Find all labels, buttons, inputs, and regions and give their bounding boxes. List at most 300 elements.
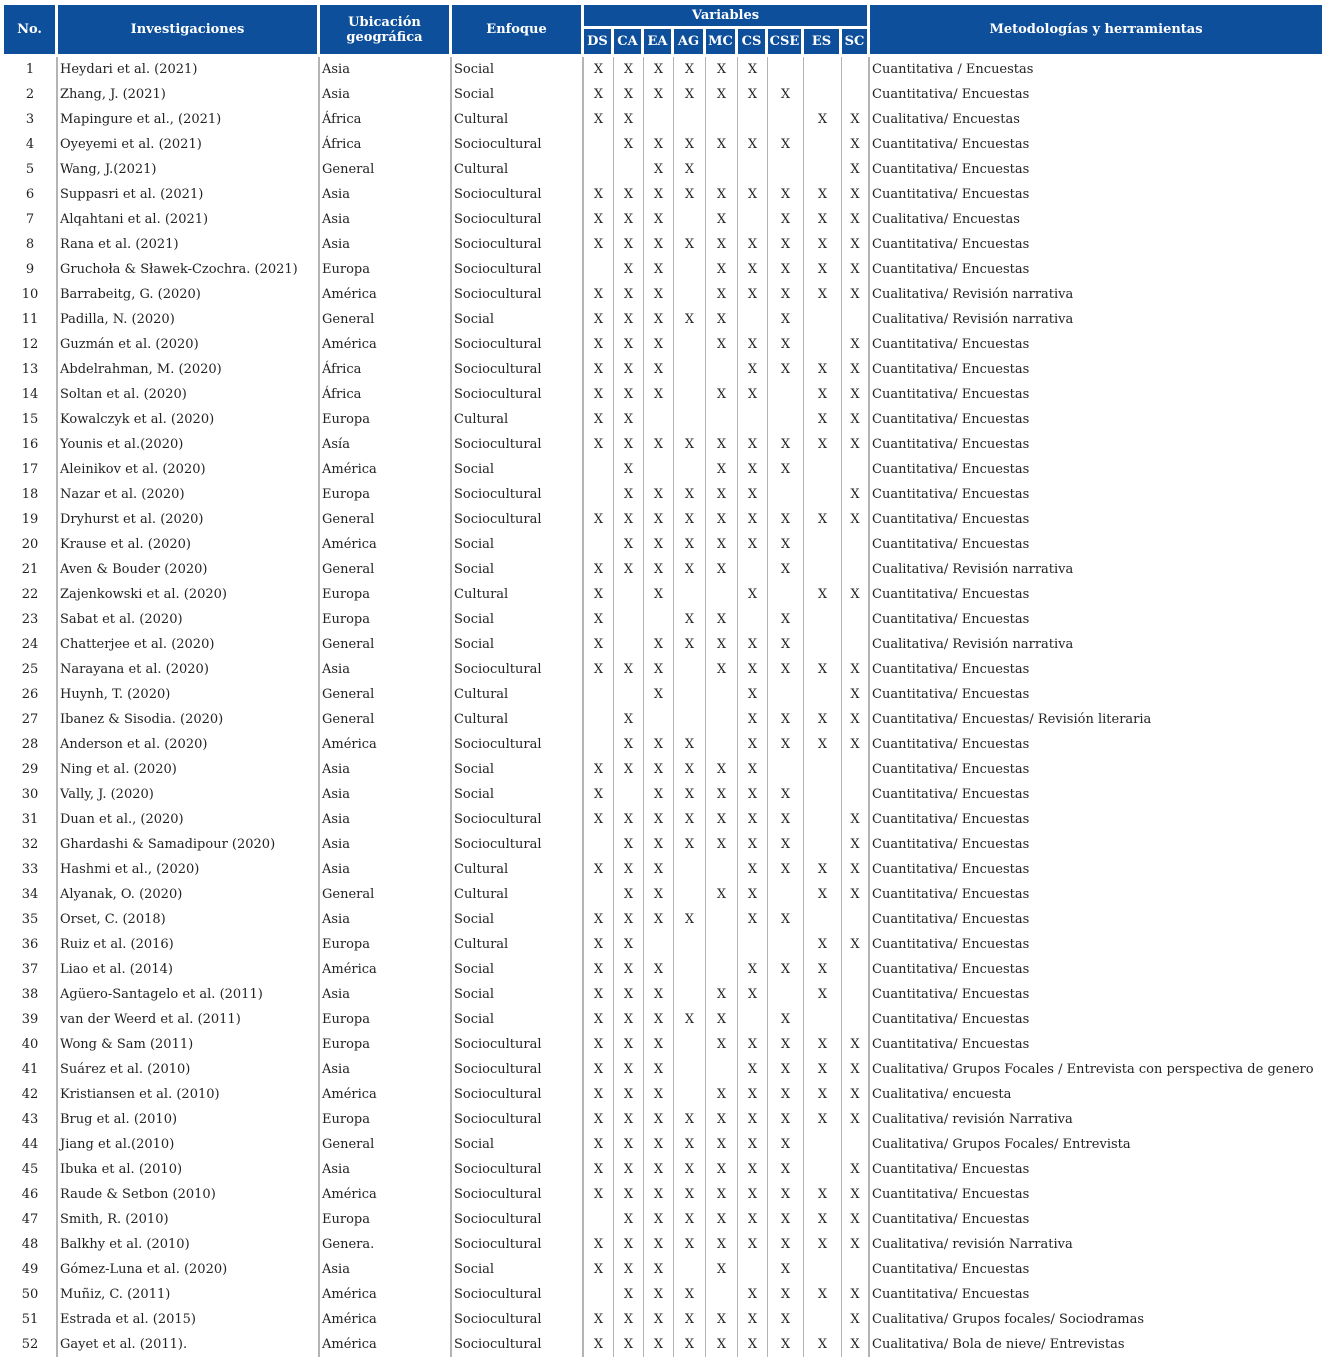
table-row — [4, 482, 1322, 507]
approach: Sociocultural — [452, 357, 584, 382]
table-row — [4, 207, 1322, 232]
methodology: Cuantitativa/ Encuestas — [872, 1262, 1030, 1277]
methodology: Cuantitativa/ Encuestas — [872, 862, 1030, 877]
approach: Sociocultural — [452, 432, 584, 457]
variable-cs-mark: X — [738, 432, 768, 457]
variable-mc-mark: X — [706, 207, 738, 232]
variable-es-mark: X — [804, 1082, 842, 1107]
study-citation: Dryhurst et al. (2020) — [58, 507, 320, 532]
table-row — [4, 82, 1322, 107]
table-row — [4, 932, 1322, 957]
variable-ds-mark — [584, 482, 614, 507]
variable-ca-mark: X — [614, 182, 644, 207]
approach: Social — [452, 457, 584, 482]
variable-ds-mark: X — [584, 757, 614, 782]
variable-ag-mark — [674, 707, 706, 732]
variable-cs-mark: X — [738, 957, 768, 982]
study-citation: Nazar et al. (2020) — [58, 482, 320, 507]
variable-ds-mark: X — [584, 1182, 614, 1207]
approach: Social — [452, 307, 584, 332]
table-row — [4, 232, 1322, 257]
geographic-location: Europa — [320, 1107, 452, 1132]
variable-mc-mark: X — [706, 1107, 738, 1132]
variable-cse-mark — [768, 107, 804, 132]
variable-cs-mark — [738, 932, 768, 957]
header-var-ds: DS — [584, 29, 614, 57]
table-row — [4, 257, 1322, 282]
variable-ag-mark: X — [674, 1332, 706, 1357]
variable-ca-mark: X — [614, 282, 644, 307]
study-citation: Heydari et al. (2021) — [58, 57, 320, 82]
table-row — [4, 632, 1322, 657]
methodology: Cuantitativa/ Encuestas — [872, 887, 1030, 902]
variable-cse-mark: X — [768, 607, 804, 632]
methodology: Cuantitativa/ Encuestas — [872, 837, 1030, 852]
variable-ds-mark: X — [584, 1332, 614, 1357]
variable-es-mark: X — [804, 207, 842, 232]
table-row — [4, 732, 1322, 757]
approach: Sociocultural — [452, 1082, 584, 1107]
variable-mc-mark: X — [706, 557, 738, 582]
table-row — [4, 157, 1322, 182]
header-var-cs: CS — [738, 29, 768, 57]
variable-sc-mark: X — [842, 857, 870, 882]
header-var-cse: CSE — [768, 29, 804, 57]
study-citation: Brug et al. (2010) — [58, 1107, 320, 1132]
variable-ea-mark: X — [644, 882, 674, 907]
approach: Cultural — [452, 157, 584, 182]
variable-ag-mark: X — [674, 182, 706, 207]
row-number: 36 — [4, 932, 58, 957]
variable-sc-mark: X — [842, 582, 870, 607]
variable-sc-mark: X — [842, 807, 870, 832]
study-citation: Alqahtani et al. (2021) — [58, 207, 320, 232]
variable-ea-mark — [644, 707, 674, 732]
variable-ea-mark: X — [644, 157, 674, 182]
variable-ca-mark: X — [614, 382, 644, 407]
approach: Cultural — [452, 407, 584, 432]
variable-ag-mark — [674, 332, 706, 357]
variable-cs-mark — [738, 1257, 768, 1282]
variable-ds-mark: X — [584, 232, 614, 257]
variable-es-mark: X — [804, 357, 842, 382]
row-number: 8 — [4, 232, 58, 257]
variable-mc-mark: X — [706, 1207, 738, 1232]
variable-mc-mark — [706, 357, 738, 382]
table-row — [4, 1157, 1322, 1182]
variable-sc-mark: X — [842, 382, 870, 407]
variable-ag-mark — [674, 357, 706, 382]
row-number: 1 — [4, 57, 58, 82]
methodology: Cuantitativa/ Encuestas — [872, 87, 1030, 102]
variable-cs-mark: X — [738, 332, 768, 357]
variable-ca-mark: X — [614, 307, 644, 332]
variable-cse-mark — [768, 682, 804, 707]
variable-cs-mark: X — [738, 457, 768, 482]
variable-ag-mark — [674, 957, 706, 982]
variable-ca-mark: X — [614, 357, 644, 382]
variable-sc-mark — [842, 907, 870, 932]
variable-ea-mark: X — [644, 657, 674, 682]
variable-ds-mark: X — [584, 82, 614, 107]
approach: Social — [452, 757, 584, 782]
variable-ea-mark: X — [644, 782, 674, 807]
variable-cs-mark — [738, 107, 768, 132]
variable-cs-mark — [738, 407, 768, 432]
variable-ea-mark: X — [644, 1307, 674, 1332]
variable-cs-mark: X — [738, 282, 768, 307]
variable-es-mark — [804, 1307, 842, 1332]
variable-ds-mark: X — [584, 807, 614, 832]
variable-cs-mark — [738, 157, 768, 182]
row-number: 29 — [4, 757, 58, 782]
row-number: 6 — [4, 182, 58, 207]
approach: Social — [452, 782, 584, 807]
study-citation: Alyanak, O. (2020) — [58, 882, 320, 907]
approach: Sociocultural — [452, 832, 584, 857]
variable-es-mark: X — [804, 407, 842, 432]
table-row — [4, 807, 1322, 832]
variable-ag-mark — [674, 1032, 706, 1057]
variable-ag-mark — [674, 107, 706, 132]
variable-cs-mark — [738, 207, 768, 232]
variable-ds-mark: X — [584, 907, 614, 932]
variable-cs-mark: X — [738, 132, 768, 157]
study-citation: Oyeyemi et al. (2021) — [58, 132, 320, 157]
methodology: Cuantitativa/ Encuestas — [872, 262, 1030, 277]
variable-ds-mark: X — [584, 182, 614, 207]
approach: Cultural — [452, 582, 584, 607]
variable-sc-mark: X — [842, 257, 870, 282]
variable-es-mark: X — [804, 1032, 842, 1057]
variable-es-mark — [804, 807, 842, 832]
variable-mc-mark — [706, 1282, 738, 1307]
variable-cs-mark: X — [738, 582, 768, 607]
row-number: 48 — [4, 1232, 58, 1257]
variable-ag-mark: X — [674, 832, 706, 857]
variable-ag-mark — [674, 582, 706, 607]
geographic-location: África — [320, 107, 452, 132]
variable-ds-mark: X — [584, 1082, 614, 1107]
variable-ag-mark: X — [674, 1157, 706, 1182]
variable-ea-mark — [644, 932, 674, 957]
geographic-location: General — [320, 682, 452, 707]
table-row — [4, 1257, 1322, 1282]
methodology: Cuantitativa/ Encuestas — [872, 487, 1030, 502]
study-citation: Chatterjee et al. (2020) — [58, 632, 320, 657]
variable-es-mark — [804, 757, 842, 782]
variable-ds-mark: X — [584, 932, 614, 957]
variable-sc-mark: X — [842, 932, 870, 957]
variable-cse-mark: X — [768, 432, 804, 457]
methodology: Cualitativa/ Encuestas — [872, 112, 1020, 127]
approach: Social — [452, 982, 584, 1007]
methodology: Cualitativa/ Grupos Focales/ Entrevista — [872, 1137, 1131, 1152]
row-number: 14 — [4, 382, 58, 407]
variable-ea-mark: X — [644, 282, 674, 307]
variable-ag-mark: X — [674, 57, 706, 82]
methodology: Cuantitativa/ Encuestas — [872, 137, 1030, 152]
variable-ca-mark: X — [614, 232, 644, 257]
variable-ca-mark: X — [614, 807, 644, 832]
variable-sc-mark — [842, 307, 870, 332]
variable-ds-mark: X — [584, 1032, 614, 1057]
geographic-location: Genera. — [320, 1232, 452, 1257]
variable-ca-mark: X — [614, 732, 644, 757]
variable-es-mark: X — [804, 857, 842, 882]
variable-sc-mark: X — [842, 1332, 870, 1357]
variable-mc-mark: X — [706, 457, 738, 482]
variable-ca-mark: X — [614, 1057, 644, 1082]
variable-cse-mark — [768, 382, 804, 407]
variable-ag-mark: X — [674, 1232, 706, 1257]
variable-ea-mark: X — [644, 1282, 674, 1307]
study-citation: Agüero-Santagelo et al. (2011) — [58, 982, 320, 1007]
methodology: Cuantitativa/ Encuestas — [872, 537, 1030, 552]
variable-cse-mark: X — [768, 282, 804, 307]
variable-ca-mark: X — [614, 882, 644, 907]
variable-cse-mark: X — [768, 1132, 804, 1157]
variable-es-mark — [804, 132, 842, 157]
row-number: 49 — [4, 1257, 58, 1282]
approach: Sociocultural — [452, 1332, 584, 1357]
row-number: 46 — [4, 1182, 58, 1207]
variable-cse-mark: X — [768, 1057, 804, 1082]
variable-ds-mark: X — [584, 957, 614, 982]
variable-ag-mark — [674, 407, 706, 432]
variable-ca-mark: X — [614, 982, 644, 1007]
variable-sc-mark: X — [842, 1032, 870, 1057]
variable-ca-mark: X — [614, 507, 644, 532]
table-row — [4, 1182, 1322, 1207]
approach: Cultural — [452, 682, 584, 707]
row-number: 40 — [4, 1032, 58, 1057]
table-row — [4, 57, 1322, 82]
geographic-location: Europa — [320, 482, 452, 507]
row-number: 9 — [4, 257, 58, 282]
geographic-location: Asia — [320, 1157, 452, 1182]
variable-ca-mark: X — [614, 1032, 644, 1057]
variable-cse-mark: X — [768, 1282, 804, 1307]
variable-ag-mark — [674, 932, 706, 957]
variable-cs-mark: X — [738, 1082, 768, 1107]
variable-sc-mark: X — [842, 432, 870, 457]
study-citation: Orset, C. (2018) — [58, 907, 320, 932]
variable-ca-mark: X — [614, 557, 644, 582]
geographic-location: Europa — [320, 582, 452, 607]
approach: Social — [452, 632, 584, 657]
geographic-location: Asia — [320, 857, 452, 882]
variable-cse-mark: X — [768, 1082, 804, 1107]
study-citation: van der Weerd et al. (2011) — [58, 1007, 320, 1032]
row-number: 35 — [4, 907, 58, 932]
row-number: 25 — [4, 657, 58, 682]
variable-mc-mark: X — [706, 807, 738, 832]
variable-ds-mark: X — [584, 607, 614, 632]
geographic-location: Asía — [320, 432, 452, 457]
variable-cse-mark: X — [768, 457, 804, 482]
variable-cs-mark: X — [738, 632, 768, 657]
variable-es-mark — [804, 832, 842, 857]
variable-mc-mark: X — [706, 1032, 738, 1057]
variable-ea-mark: X — [644, 132, 674, 157]
variable-ca-mark: X — [614, 57, 644, 82]
header-investigaciones: Investigaciones — [58, 5, 320, 57]
approach: Cultural — [452, 882, 584, 907]
variable-ag-mark: X — [674, 757, 706, 782]
row-number: 31 — [4, 807, 58, 832]
variable-ea-mark — [644, 107, 674, 132]
variable-cse-mark: X — [768, 257, 804, 282]
variable-ag-mark: X — [674, 1132, 706, 1157]
variable-ea-mark: X — [644, 757, 674, 782]
variable-ea-mark: X — [644, 732, 674, 757]
variable-ag-mark: X — [674, 1107, 706, 1132]
geographic-location: África — [320, 132, 452, 157]
variable-ds-mark: X — [584, 1107, 614, 1132]
variable-mc-mark: X — [706, 607, 738, 632]
variable-cs-mark: X — [738, 1232, 768, 1257]
approach: Sociocultural — [452, 382, 584, 407]
variable-ea-mark: X — [644, 82, 674, 107]
table-row — [4, 282, 1322, 307]
variable-mc-mark: X — [706, 432, 738, 457]
variable-ds-mark — [584, 707, 614, 732]
variable-ea-mark: X — [644, 632, 674, 657]
variable-ea-mark: X — [644, 907, 674, 932]
variable-ea-mark — [644, 407, 674, 432]
variable-sc-mark — [842, 1132, 870, 1157]
row-number: 12 — [4, 332, 58, 357]
geographic-location: Asia — [320, 907, 452, 932]
variable-ag-mark: X — [674, 432, 706, 457]
row-number: 5 — [4, 157, 58, 182]
table-row — [4, 332, 1322, 357]
variable-ds-mark — [584, 882, 614, 907]
approach: Social — [452, 907, 584, 932]
variable-ag-mark: X — [674, 232, 706, 257]
header-no: No. — [4, 5, 58, 57]
variable-sc-mark — [842, 457, 870, 482]
geographic-location: General — [320, 632, 452, 657]
variable-cs-mark: X — [738, 732, 768, 757]
variable-ea-mark: X — [644, 1082, 674, 1107]
variable-ea-mark: X — [644, 832, 674, 857]
table-row — [4, 1282, 1322, 1307]
variable-ca-mark: X — [614, 1157, 644, 1182]
row-number: 45 — [4, 1157, 58, 1182]
variable-es-mark: X — [804, 1332, 842, 1357]
approach: Social — [452, 557, 584, 582]
approach: Sociocultural — [452, 807, 584, 832]
table-row — [4, 832, 1322, 857]
variable-ea-mark: X — [644, 1107, 674, 1132]
row-number: 42 — [4, 1082, 58, 1107]
table-row — [4, 557, 1322, 582]
row-number: 37 — [4, 957, 58, 982]
variable-sc-mark: X — [842, 332, 870, 357]
table-row — [4, 1082, 1322, 1107]
study-citation: Balkhy et al. (2010) — [58, 1232, 320, 1257]
geographic-location: Europa — [320, 1032, 452, 1057]
variable-sc-mark: X — [842, 232, 870, 257]
variable-ds-mark: X — [584, 107, 614, 132]
methodology: Cualitativa/ revisión Narrativa — [872, 1237, 1073, 1252]
study-citation: Rana et al. (2021) — [58, 232, 320, 257]
variable-ag-mark: X — [674, 157, 706, 182]
approach: Sociocultural — [452, 507, 584, 532]
variable-cse-mark: X — [768, 532, 804, 557]
variable-mc-mark: X — [706, 482, 738, 507]
table-row — [4, 582, 1322, 607]
approach: Social — [452, 607, 584, 632]
variable-cse-mark: X — [768, 357, 804, 382]
variable-ag-mark: X — [674, 307, 706, 332]
variable-ag-mark: X — [674, 532, 706, 557]
approach: Sociocultural — [452, 482, 584, 507]
variable-ca-mark: X — [614, 1332, 644, 1357]
variable-cse-mark — [768, 582, 804, 607]
variable-es-mark — [804, 482, 842, 507]
variable-ds-mark — [584, 457, 614, 482]
approach: Sociocultural — [452, 1282, 584, 1307]
variable-ea-mark: X — [644, 557, 674, 582]
variable-cse-mark — [768, 757, 804, 782]
approach: Social — [452, 1007, 584, 1032]
row-number: 34 — [4, 882, 58, 907]
variable-ag-mark — [674, 1057, 706, 1082]
variable-ds-mark: X — [584, 1007, 614, 1032]
methodology: Cuantitativa/ Encuestas — [872, 587, 1030, 602]
variable-ca-mark: X — [614, 107, 644, 132]
methodology: Cuantitativa/ Encuestas — [872, 987, 1030, 1002]
table-row — [4, 982, 1322, 1007]
variable-ca-mark: X — [614, 657, 644, 682]
variable-ca-mark — [614, 582, 644, 607]
variable-sc-mark: X — [842, 357, 870, 382]
variable-cs-mark — [738, 1007, 768, 1032]
table-row — [4, 1232, 1322, 1257]
variable-cs-mark: X — [738, 757, 768, 782]
variable-mc-mark: X — [706, 757, 738, 782]
variable-es-mark — [804, 332, 842, 357]
methodology: Cuantitativa/ Encuestas — [872, 762, 1030, 777]
variable-ds-mark: X — [584, 382, 614, 407]
variable-cs-mark: X — [738, 1057, 768, 1082]
variable-mc-mark: X — [706, 82, 738, 107]
variable-sc-mark — [842, 57, 870, 82]
studies-table — [4, 5, 1322, 1357]
row-number: 17 — [4, 457, 58, 482]
geographic-location: Asia — [320, 757, 452, 782]
study-citation: Wong & Sam (2011) — [58, 1032, 320, 1057]
variable-cs-mark: X — [738, 1132, 768, 1157]
table-row — [4, 607, 1322, 632]
geographic-location: África — [320, 357, 452, 382]
table-row — [4, 1032, 1322, 1057]
variable-ea-mark: X — [644, 982, 674, 1007]
study-citation: Younis et al.(2020) — [58, 432, 320, 457]
geographic-location: Asia — [320, 782, 452, 807]
variable-sc-mark: X — [842, 507, 870, 532]
variable-cse-mark — [768, 982, 804, 1007]
variable-ag-mark: X — [674, 782, 706, 807]
methodology: Cuantitativa/ Encuestas — [872, 512, 1030, 527]
row-number: 13 — [4, 357, 58, 382]
approach: Sociocultural — [452, 232, 584, 257]
variable-ds-mark — [584, 257, 614, 282]
row-number: 21 — [4, 557, 58, 582]
